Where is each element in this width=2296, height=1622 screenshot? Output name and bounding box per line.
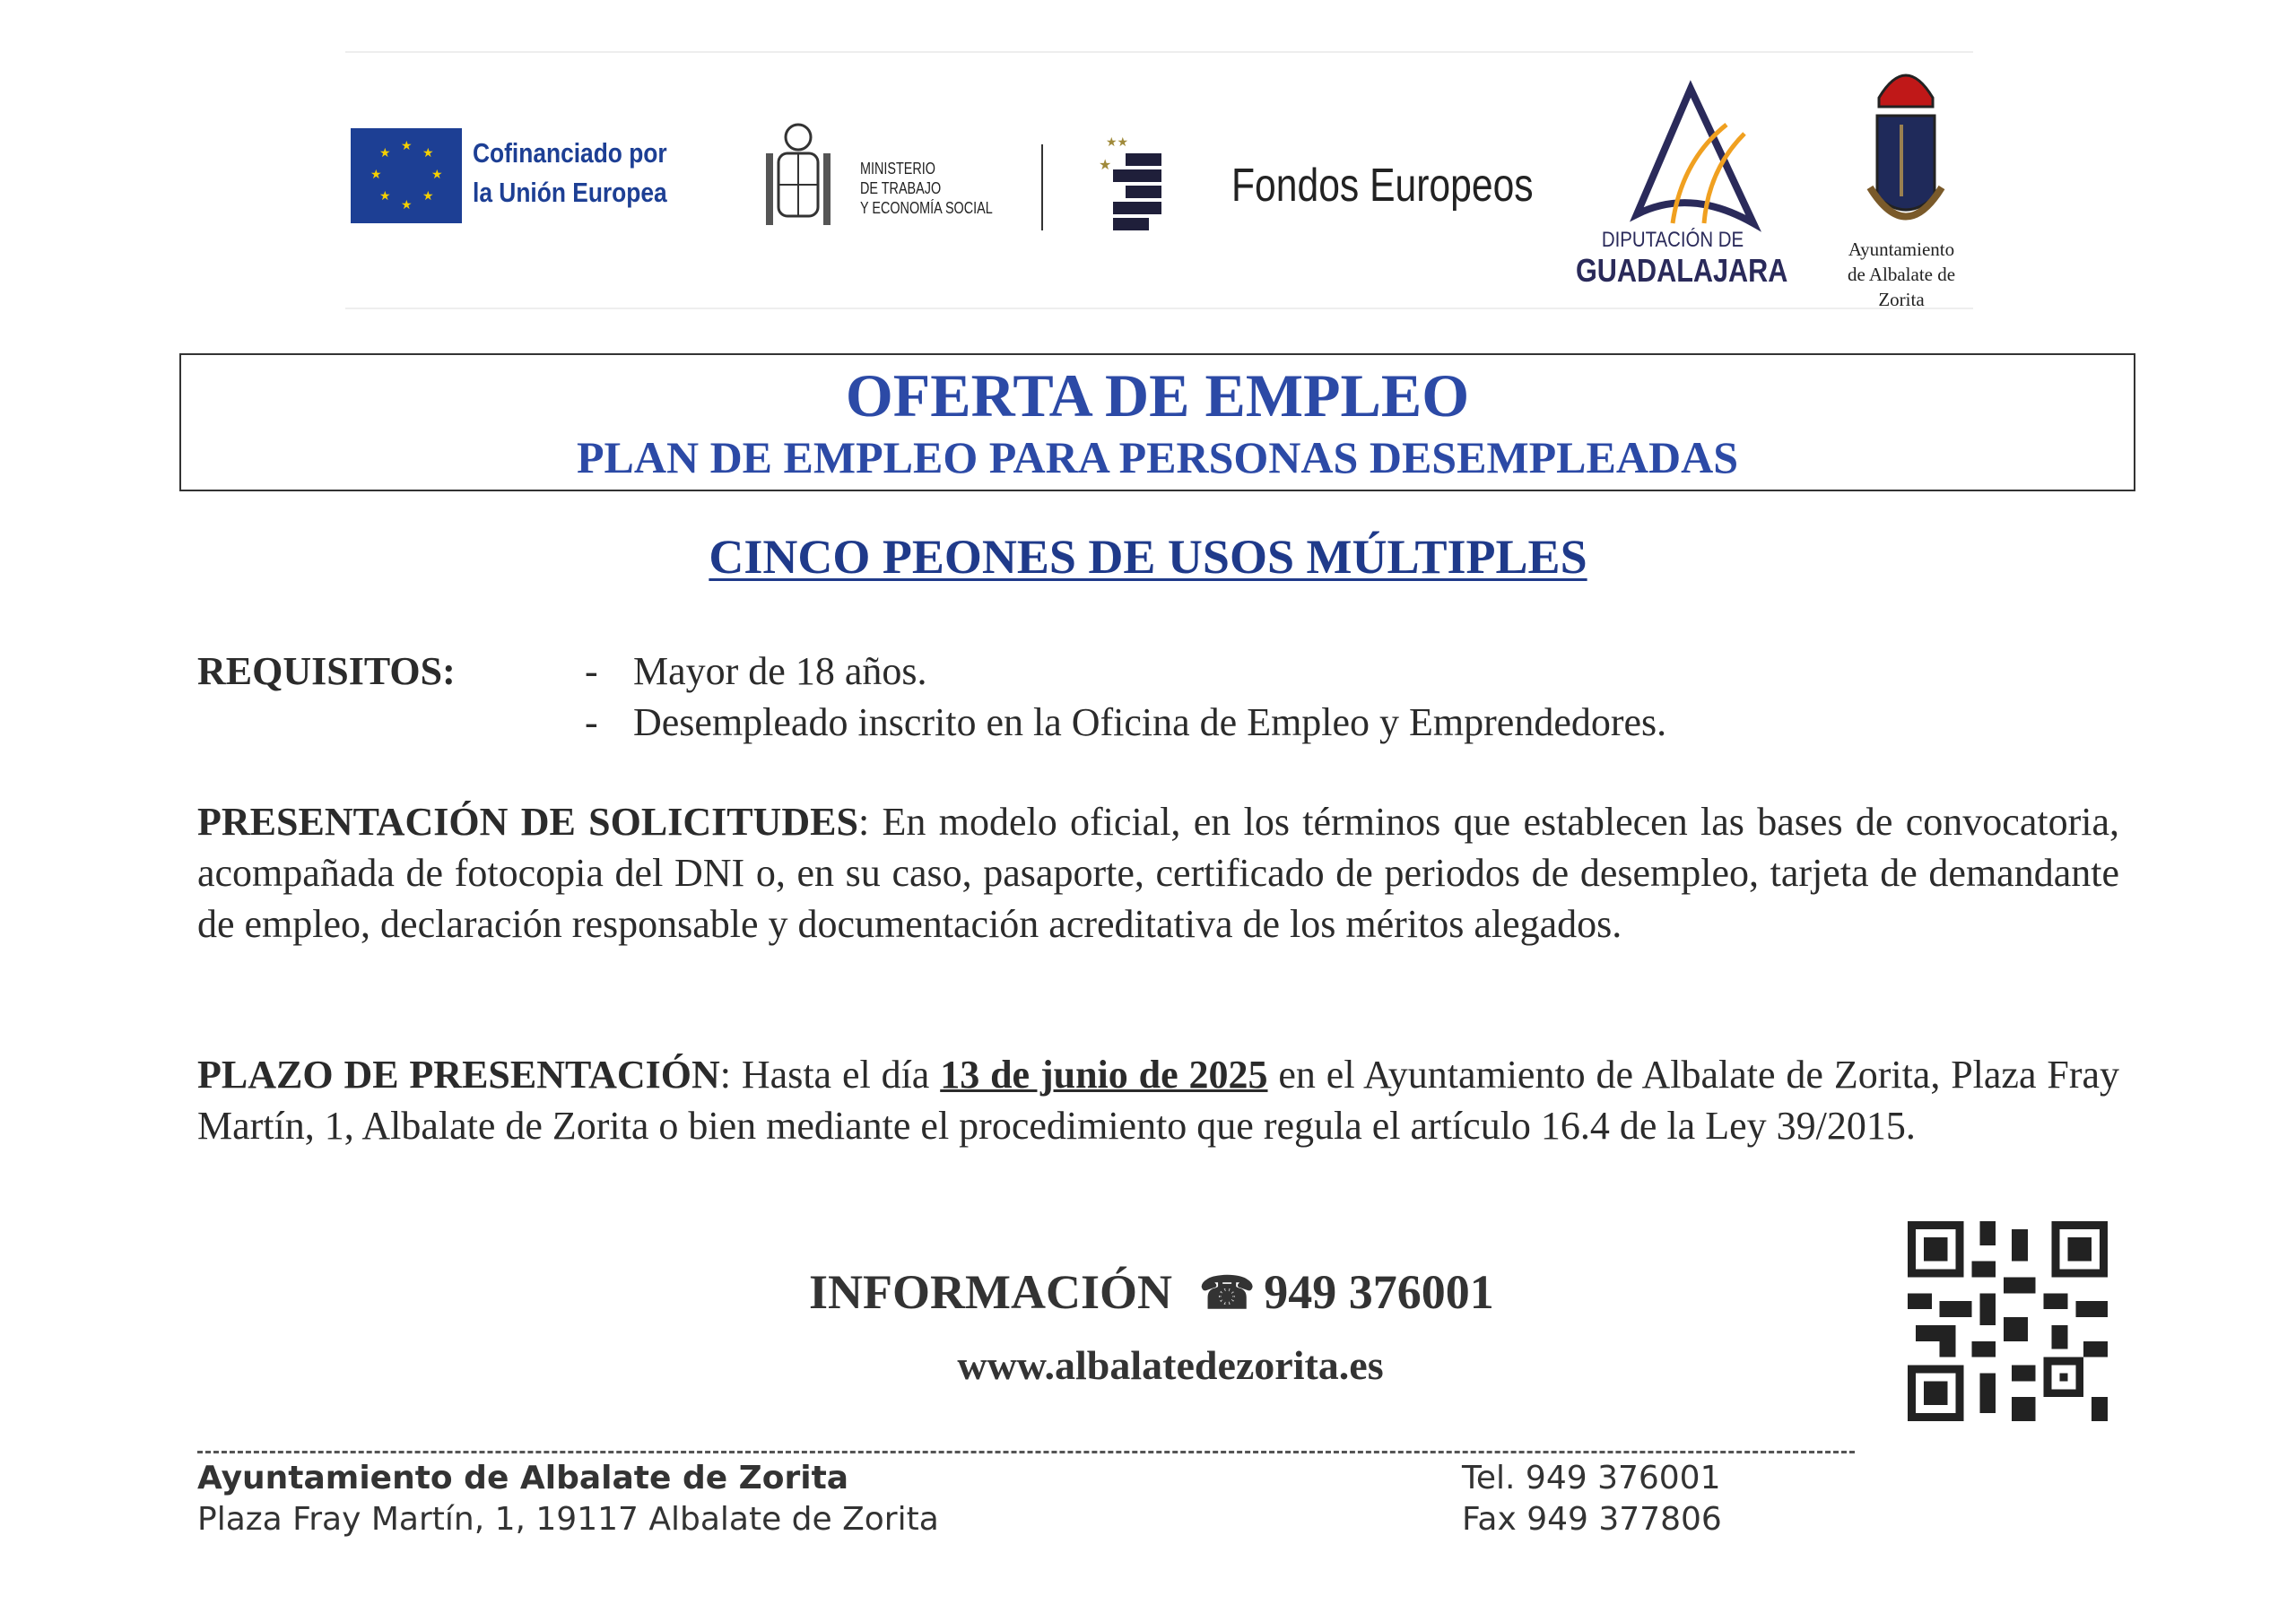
footer-divider <box>197 1451 1855 1453</box>
requisitos-label: REQUISITOS: <box>197 649 456 693</box>
ayto-line1: Ayuntamiento <box>1848 239 1955 260</box>
phone-icon: ☎ <box>1198 1268 1256 1318</box>
ministry-line1: MINISTERIO <box>860 160 936 178</box>
presentacion-label: PRESENTACIÓN DE SOLICITUDES <box>197 800 858 844</box>
eu-line1: Cofinanciado por <box>473 137 667 169</box>
eu-cofinanced-text <box>473 134 667 213</box>
logo-band <box>345 51 1973 309</box>
plazo-paragraph <box>197 1049 2119 1151</box>
ministry-line2: DE TRABAJO <box>860 179 942 197</box>
diputacion-line2: GUADALAJARA <box>1576 252 1788 289</box>
ministry-line3: Y ECONOMÍA SOCIAL <box>860 199 993 217</box>
qr-code[interactable] <box>1908 1221 2108 1421</box>
diputacion-logo-icon <box>1619 80 1762 232</box>
svg-text:★: ★ <box>1099 158 1112 173</box>
plazo-label: PLAZO DE PRESENTACIÓN <box>197 1053 720 1097</box>
eu-line2: la Unión Europea <box>473 177 667 208</box>
footer-name: Ayuntamiento de Albalate de Zorita <box>197 1460 849 1496</box>
requisito-item: - Mayor de 18 años. <box>585 649 927 693</box>
svg-text:★★: ★★ <box>1106 136 1129 150</box>
fondos-europeos-text: Fondos Europeos <box>1231 160 1534 212</box>
position-heading <box>0 529 2296 585</box>
footer-fax: Fax 949 377806 <box>1462 1501 1722 1538</box>
info-phone[interactable]: 949 376001 <box>1264 1265 1494 1319</box>
requisito-item: - Desempleado inscrito en la Oficina de Empleo y Emprendedores. <box>585 700 1667 744</box>
requisito-text: Desempleado inscrito en la Oficina de Empleo y Emprendedores. <box>633 700 1667 744</box>
diputacion-line1: DIPUTACIÓN DE <box>1601 228 1744 252</box>
requisito-text: Mayor de 18 años. <box>633 649 927 693</box>
info-line <box>809 1264 1494 1320</box>
page-title: OFERTA DE EMPLEO <box>845 361 1470 429</box>
ministry-text <box>860 159 993 218</box>
footer-tel: Tel. 949 376001 <box>1462 1460 1721 1496</box>
presentacion-paragraph <box>197 796 2119 950</box>
position-title: CINCO PEONES DE USOS MÚLTIPLES <box>709 530 1587 584</box>
info-label: INFORMACIÓN <box>809 1265 1172 1319</box>
plazo-date: 13 de junio de 2025 <box>940 1053 1268 1097</box>
footer-address: Plaza Fray Martín, 1, 19117 Albalate de Zorita <box>197 1501 939 1538</box>
ayto-line2: de Albalate de <box>1847 264 1956 285</box>
website-link[interactable]: www.albalatedezorita.es <box>957 1342 1384 1388</box>
ayto-line3: Zorita <box>1878 289 1925 310</box>
page-subtitle: PLAN DE EMPLEO PARA PERSONAS DESEMPLEADAS <box>576 432 1739 482</box>
spain-coat-of-arms-icon <box>762 117 834 234</box>
presentacion-text: : En modelo oficial, en los términos que establecen las bases de convocatoria, acompañada de fotocopia del DNI o, en su caso, pasaporte, certificado de periodos de desempleo, tarjeta de demandante de empleo, declaración responsable y documentación acreditativa de los méritos alegados. <box>197 800 2119 946</box>
eu-flag-icon: ★ ★ ★ ★ ★ ★ ★ ★ <box>351 128 462 223</box>
ayuntamiento-logo-text <box>1830 237 1973 312</box>
plazo-text-after: en el Ayuntamiento de Albalate de Zorita, Plaza Fray Martín, 1, Albalate de Zorita o bien mediante el procedimiento que regula el artículo 16.4 de la Ley 39/2015. <box>197 1053 2120 1148</box>
albalate-coat-of-arms-icon <box>1852 53 1960 241</box>
logo-divider <box>1041 144 1043 230</box>
title-box <box>179 353 2135 491</box>
fondos-europeos-mark-icon <box>1099 134 1161 232</box>
plazo-text-before: : Hasta el día <box>719 1053 941 1097</box>
